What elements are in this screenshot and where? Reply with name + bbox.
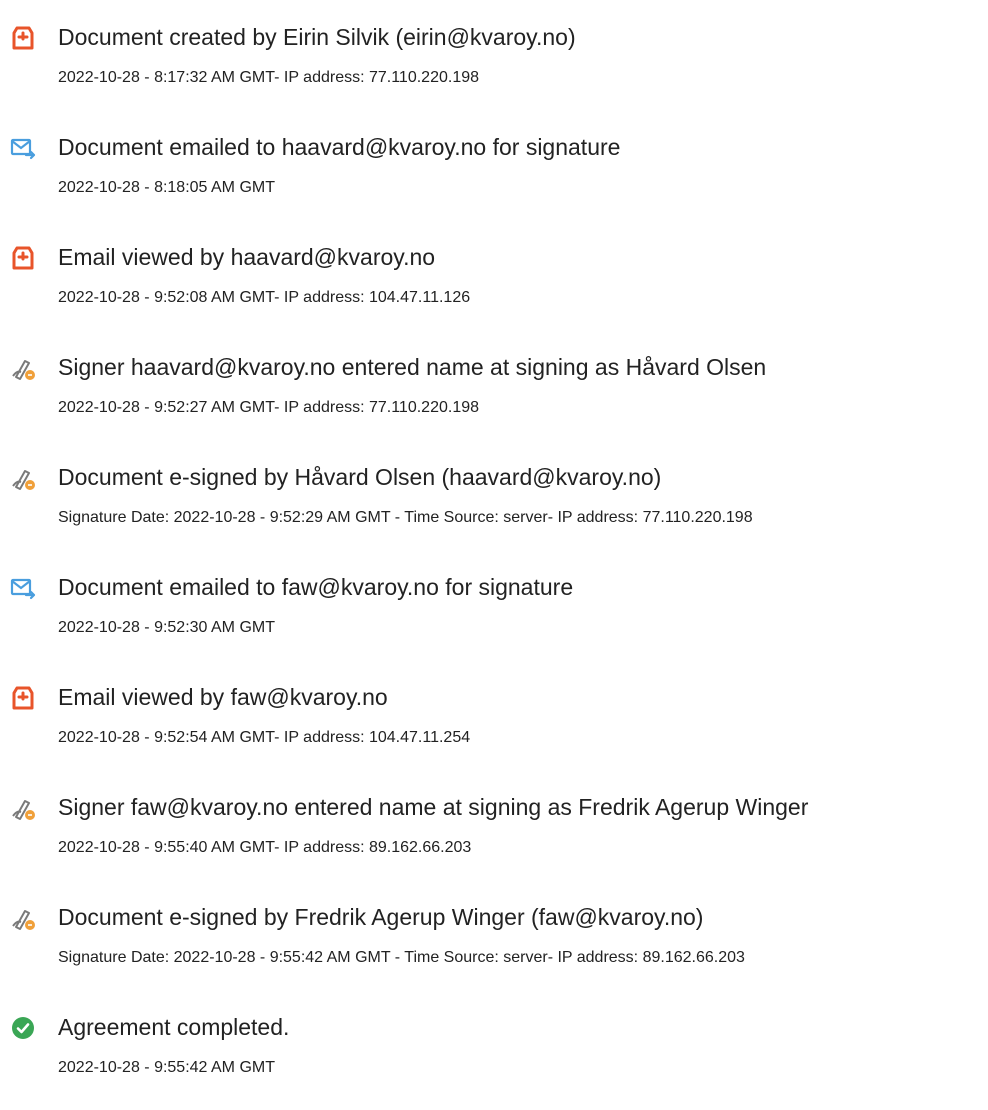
event-title: Signer faw@kvaroy.no entered name at signing as Fredrik Agerup Winger <box>58 794 809 820</box>
event-timestamp: 2022-10-28 - 8:17:32 AM GMT- IP address: 77.110.220.198 <box>58 69 480 86</box>
event-timestamp: 2022-10-28 - 9:52:30 AM GMT <box>58 619 275 636</box>
email-icon <box>10 135 36 161</box>
event-title: Document created by Eirin Silvik (eirin@kvaroy.no) <box>58 24 576 50</box>
history-event <box>0 787 988 887</box>
event-timestamp: 2022-10-28 - 9:55:40 AM GMT- IP address: 89.162.66.203 <box>58 839 472 856</box>
history-event <box>0 17 988 117</box>
event-timestamp: 2022-10-28 - 9:52:27 AM GMT- IP address: 77.110.220.198 <box>58 399 480 416</box>
history-event <box>0 347 988 447</box>
event-title: Email viewed by haavard@kvaroy.no <box>58 244 436 270</box>
signature-icon <box>10 905 36 931</box>
history-event <box>0 127 988 227</box>
check-circle-icon <box>10 1015 36 1041</box>
event-title: Document e-signed by Håvard Olsen (haavard@kvaroy.no) <box>58 464 662 490</box>
event-title: Email viewed by faw@kvaroy.no <box>58 684 388 710</box>
history-event <box>0 237 988 337</box>
history-event <box>0 457 988 557</box>
signature-icon <box>10 465 36 491</box>
email-icon <box>10 575 36 601</box>
document-icon <box>10 685 36 711</box>
event-title: Document e-signed by Fredrik Agerup Winger (faw@kvaroy.no) <box>58 904 704 930</box>
event-timestamp: 2022-10-28 - 8:18:05 AM GMT <box>58 179 275 196</box>
event-timestamp: Signature Date: 2022-10-28 - 9:55:42 AM GMT - Time Source: server- IP address: 89.162.66.203 <box>58 949 745 966</box>
event-title: Signer haavard@kvaroy.no entered name at signing as Håvard Olsen <box>58 354 767 380</box>
event-timestamp: 2022-10-28 - 9:52:08 AM GMT- IP address: 104.47.11.126 <box>58 289 471 306</box>
signature-icon <box>10 795 36 821</box>
signature-icon <box>10 355 36 381</box>
history-event <box>0 897 988 997</box>
history-event <box>0 567 988 667</box>
document-icon <box>10 245 36 271</box>
event-title: Document emailed to haavard@kvaroy.no for signature <box>58 134 621 160</box>
event-timestamp: 2022-10-28 - 9:55:42 AM GMT <box>58 1059 275 1076</box>
event-title: Agreement completed. <box>58 1014 290 1040</box>
history-event <box>0 1007 988 1107</box>
history-event <box>0 677 988 777</box>
event-timestamp: 2022-10-28 - 9:52:54 AM GMT- IP address: 104.47.11.254 <box>58 729 471 746</box>
document-icon <box>10 25 36 51</box>
event-title: Document emailed to faw@kvaroy.no for signature <box>58 574 574 600</box>
event-timestamp: Signature Date: 2022-10-28 - 9:52:29 AM GMT - Time Source: server- IP address: 77.110.220.198 <box>58 509 753 526</box>
